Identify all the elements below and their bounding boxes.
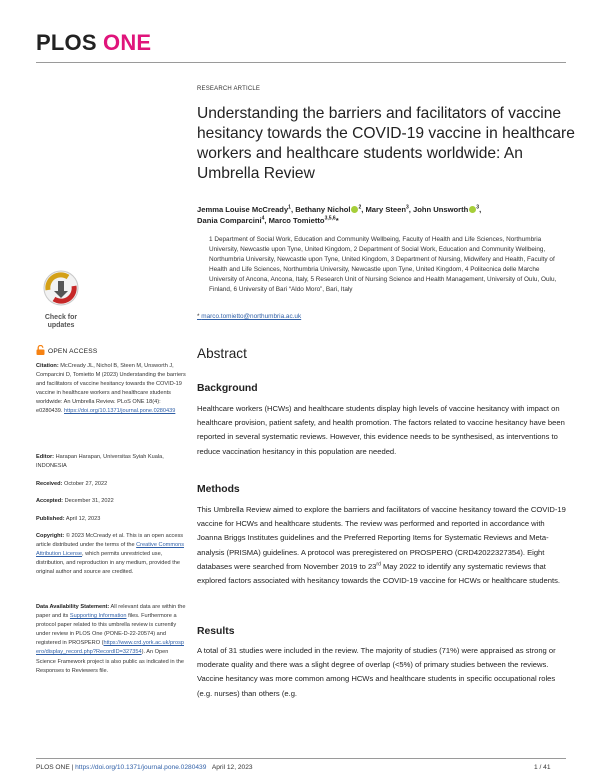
footer-doi-link[interactable]: https://doi.org/10.1371/journal.pone.0280439 (75, 764, 207, 771)
author-name[interactable]: John Unsworth (413, 205, 469, 214)
logo-plos: PLOS (36, 30, 97, 55)
header-divider (36, 62, 566, 63)
corresponding-email[interactable]: * marco.tomietto@northumbria.ac.uk (197, 313, 302, 320)
check-updates-icon (36, 268, 86, 308)
affiliations: 1 Department of Social Work, Education and Community Wellbeing, Faculty of Health and Life Sciences, Northumbria University, Newcastle upon Tyne, United Kingdom, 2 Department of Social Work, Education and Community Wellbeing, Northumbria University, Newcastle upon Tyne, United Kingdom, 3 Department of Nursing, Midwifery and Health, Faculty of Health and Life Sciences, Northumbria University, Newcastle upon Tyne, United Kingdom, 4 Politecnica delle Marche University of Ancona, Ancona, Italy, 5 Research Unit of Nursing Science and Health Management, University of Oulu, Oulu, Finland, 6 University of Bari “Aldo Moro”, Bari, Italy (209, 236, 557, 293)
author-list: Jemma Louise McCready$^1$, Bethany Nichol $^2$, Mary Steen$^3$, John Unsworth $^3$, Dania Comparcini$^4$, Marco Tomietto$^{3,5,6}$* (197, 204, 482, 225)
results-text: A total of 31 studies were included in the review. The majority of studies (71%) were appraised as strong or moderate quality and there was a slight degree of overlap (<5%) of primary studies between the reviews. Vaccine hesitancy was more common among HCWs and healthcare students in specific occupational roles (e.g. nurses) than others (e.g. (197, 646, 556, 698)
license-link[interactable]: Creative Commons Attribution License (36, 542, 185, 558)
page-footer: PLOS ONE | https://doi.org/10.1371/journal.pone.0280439 April 12, 2023 (36, 764, 253, 771)
author-name[interactable]: Marco Tomietto (268, 216, 325, 225)
citation-doi-link[interactable]: https://doi.org/10.1371/journal.pone.0280439 (64, 408, 176, 415)
editor-block: Editor: Harapan Harapan, Universitas Syiah Kuala, INDONESIA (36, 454, 164, 470)
check-for-updates-badge[interactable]: Check for updates (36, 268, 86, 326)
supporting-info-link[interactable]: Supporting Information (69, 613, 127, 620)
open-lock-icon (36, 345, 45, 355)
author-name[interactable]: Bethany Nichol (295, 205, 351, 214)
open-access-badge: OPEN ACCESS (36, 345, 97, 355)
data-availability-block: Data Availability Statement: All relevant data are within the paper and its Supporting Information files. Furthermore a protocol paper related to this umbrella review is currently under review in PLOS One (PONE-D-22-20574) and registered in PROSPERO (https://www.crd.york.ac.uk/prospero/display_record.php?RecordID=327354). An Open Science Framework project is also public as indicated in the Responses to Reviewers file. (36, 604, 186, 674)
footer-divider (36, 758, 566, 759)
author-name[interactable]: Jemma Louise McCready (197, 205, 289, 214)
received-date: Received: October 27, 2022 (36, 481, 108, 487)
accepted-date: Accepted: December 31, 2022 (36, 498, 114, 504)
journal-logo[interactable] (36, 30, 151, 56)
author-name[interactable]: Mary Steen (365, 205, 407, 214)
corresponding-mark: * (335, 216, 339, 225)
article-type: RESEARCH ARTICLE (197, 86, 261, 92)
author-name[interactable]: Dania Comparcini (197, 216, 262, 225)
methods-heading: Methods (197, 484, 240, 495)
methods-text: This Umbrella Review aimed to explore the barriers and facilitators of vaccine hesitancy toward the COVID-19 vaccine for HCWs and healthcare students. The review was performed and reported in accordance with Joanna Briggs Institutes guidelines and the Preferred Reporting Items for Systematic Reviews and Meta-analysis (PRISMA) guidelines. A protocol was preregistered on PROSPERO (CRD42022327354). Eight databases were searched from November 2019 to 23rd May 2022 to identify any systematic reviews that explored factors associated with hesitancy towards the COVID-19 vaccine for HCWs or healthcare students. (197, 505, 566, 586)
page-number: 1 / 41 (534, 764, 551, 771)
published-date: Published: April 12, 2023 (36, 516, 101, 522)
citation-block: Citation: McCready JL, Nichol B, Steen M, Unsworth J, Comparcini D, Tomietto M (2023) Understanding the barriers and facilitators of vaccine hesitancy towards the COVID-19 vaccine in healthcare workers and healthcare students worldwide: An Umbrella Review. PLoS ONE 18(4): e0280439. https://doi.org/10.1371/journal.pone.0280439 (36, 363, 186, 415)
results-heading: Results (197, 626, 235, 637)
prospero-link[interactable]: https://www.crd.york.ac.uk/prospero/display_record.php?RecordID=327354 (36, 640, 184, 656)
logo-one: ONE (103, 30, 152, 55)
article-title: Understanding the barriers and facilitators of vaccine hesitancy towards the COVID-19 vaccine in healthcare workers and healthcare students worldwide: An Umbrella Review (197, 105, 575, 182)
background-heading: Background (197, 383, 258, 394)
abstract-heading: Abstract (197, 346, 247, 361)
background-text: Healthcare workers (HCWs) and healthcare students display high levels of vaccine hesitancy with impact on healthcare provision, patient safety, and health promotion. The factors related to vaccine hesitancy have been reported in several systematic reviews. However, this evidence needs to be synthesised, as interventions to reduce vaccination hesitancy in this population are needed. (197, 404, 565, 456)
copyright-block: Copyright: © 2023 McCready et al. This is an open access article distributed under the terms of the Creative Commons Attribution License, which permits unrestricted use, distribution, and reproduction in any medium, provided the original author and source are credited. (36, 533, 185, 576)
